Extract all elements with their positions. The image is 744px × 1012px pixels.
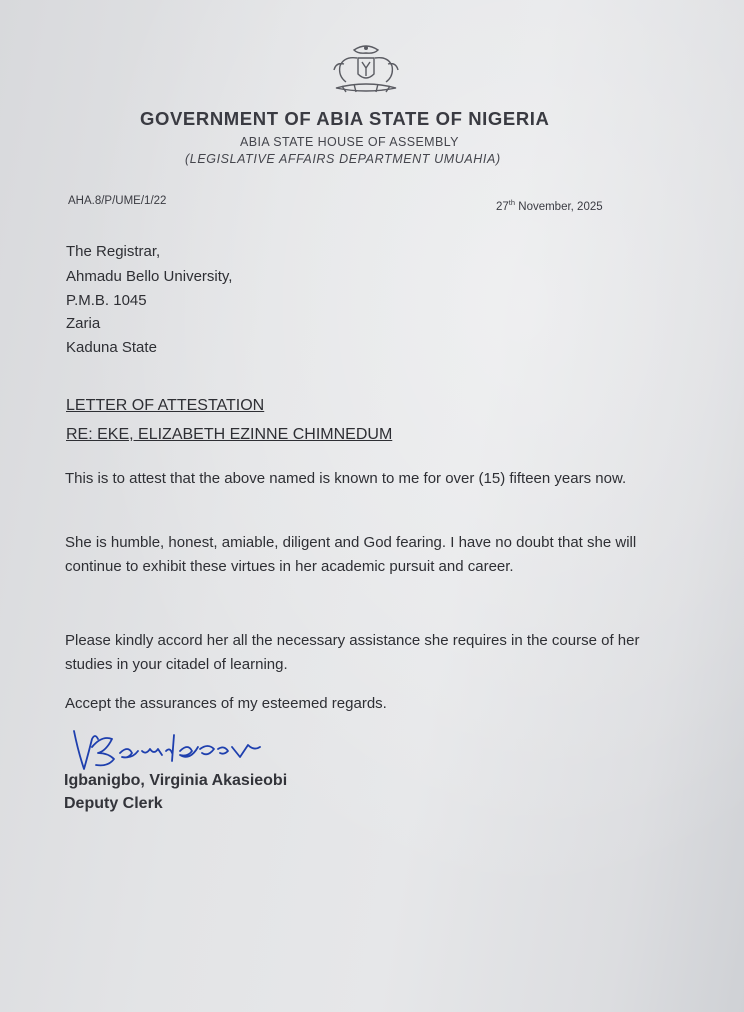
assembly-name: ABIA STATE HOUSE OF ASSEMBLY: [240, 135, 459, 149]
recipient-line: The Registrar,: [66, 243, 161, 260]
letter-subject: RE: EKE, ELIZABETH EZINNE CHIMNEDUM: [66, 426, 393, 443]
letter-heading: LETTER OF ATTESTATION: [66, 397, 265, 414]
signer-name: Igbanigbo, Virginia Akasieobi: [64, 772, 288, 789]
recipient-line: Zaria: [66, 315, 101, 332]
recipient-line: Ahmadu Bello University,: [66, 268, 233, 285]
signer-title: Deputy Clerk: [64, 795, 163, 812]
government-title: GOVERNMENT OF ABIA STATE OF NIGERIA: [140, 108, 550, 129]
body-paragraph: This is to attest that the above named is known to me for over (15) fifteen years now.: [65, 470, 627, 487]
date-day: 27: [496, 200, 509, 213]
recipient-line: Kaduna State: [66, 339, 157, 356]
coat-of-arms-icon: [324, 40, 408, 98]
body-paragraph: Accept the assurances of my esteemed regards.: [65, 695, 387, 712]
body-paragraph: She is humble, honest, amiable, diligent and God fearing. I have no doubt that she will continue to exhibit these virtues in her academic pursuit and career.: [65, 534, 637, 575]
date-rest: November, 2025: [515, 200, 603, 213]
letter-date: [496, 198, 603, 213]
reference-number: AHA.8/P/UME/1/22: [68, 195, 167, 207]
recipient-line: P.M.B. 1045: [66, 292, 147, 309]
date-suffix: th: [508, 198, 516, 207]
body-paragraph: Please kindly accord her all the necessary assistance she requires in the course of her studies in your citadel of learning.: [65, 632, 640, 673]
department-name: (LEGISLATIVE AFFAIRS DEPARTMENT UMUAHIA): [185, 152, 501, 166]
